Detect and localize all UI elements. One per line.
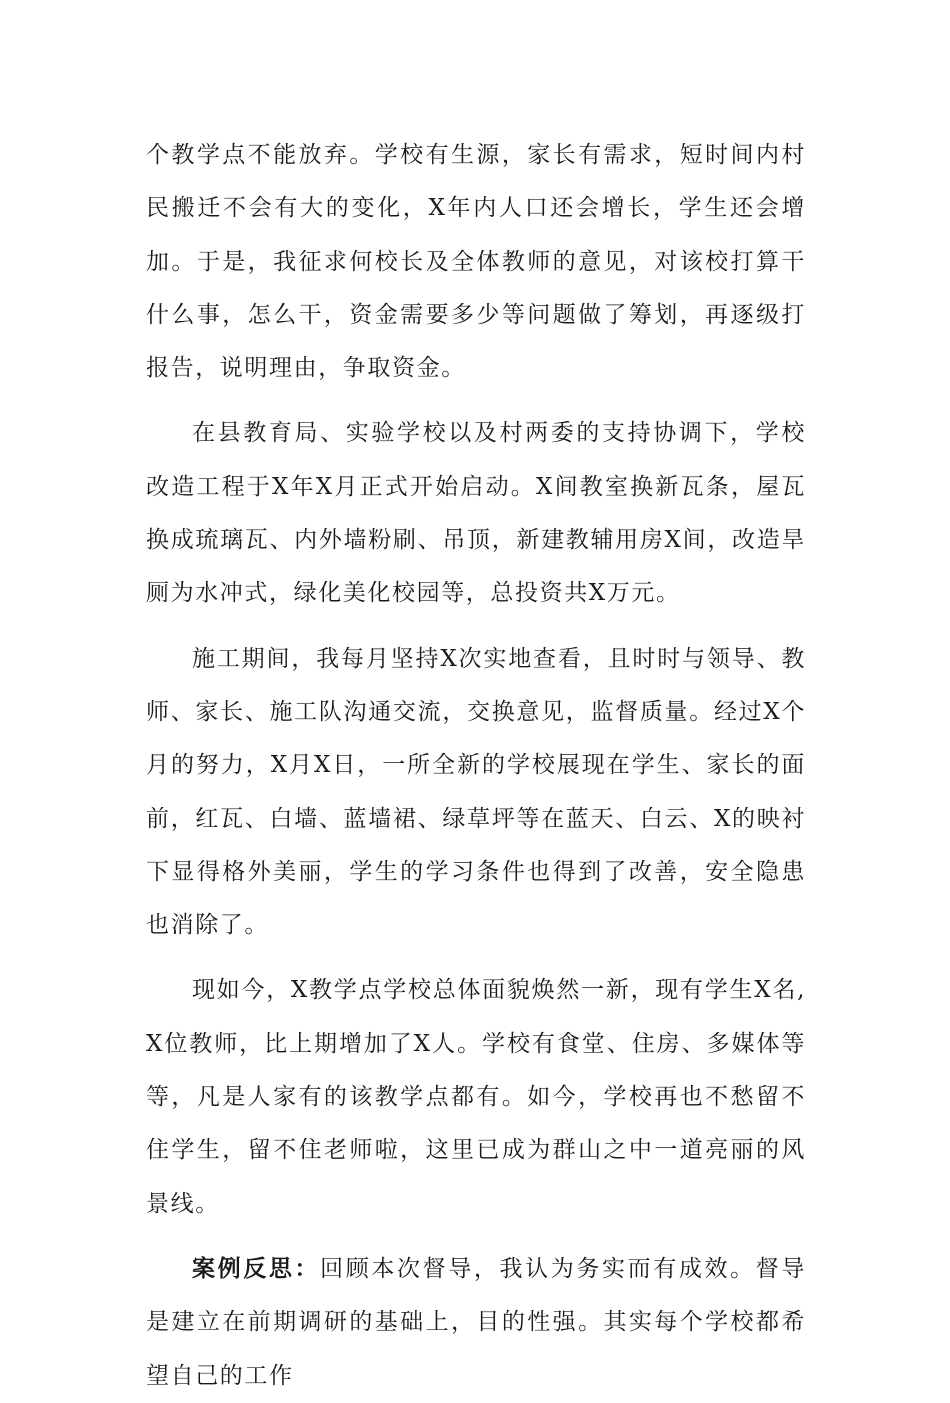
paragraph-3-text: 施工期间，我每月坚持X次实地查看，且时时与领导、教师、家长、施工队沟通交流，交换意见，监督质量。经过X个月的努力，X月X日，一所全新的学校展现在学生、家长的面前，红瓦、白墙、蓝墙裙、绿草坪等在蓝天、白云、X的映衬下显得格外美丽，学生的学习条件也得到了改善，安全隐患也消除了。 <box>146 645 806 939</box>
paragraph-2 <box>146 407 806 620</box>
paragraph-5 <box>146 1243 806 1403</box>
case-reflection-heading: 案例反思： <box>192 1255 321 1282</box>
paragraph-4 <box>146 964 806 1230</box>
paragraph-5-text: 回顾本次督导，我认为务实而有成效。督导是建立在前期调研的基础上，目的性强。其实每个学校都希望自己的工作 <box>146 1255 807 1389</box>
document-body <box>146 129 806 1403</box>
paragraph-1-text: 个教学点不能放弃。学校有生源，家长有需求，短时间内村民搬迁不会有大的变化，X年内人口还会增长，学生还会增加。于是，我征求何校长及全体教师的意见，对该校打算干什么事，怎么干，资金需要多少等问题做了筹划，再逐级打报告，说明理由，争取资金。 <box>146 142 806 382</box>
paragraph-4-text: 现如今，X教学点学校总体面貌焕然一新，现有学生X名,X位教师，比上期增加了X人。学校有食堂、住房、多媒体等等，凡是人家有的该教学点都有。如今，学校再也不愁留不住学生，留不住老师啦，这里已成为群山之中一道亮丽的风景线。 <box>146 977 806 1217</box>
paragraph-1 <box>146 129 806 395</box>
paragraph-3 <box>146 633 806 953</box>
paragraph-2-text: 在县教育局、实验学校以及村两委的支持协调下，学校改造工程于X年X月正式开始启动。X间教室换新瓦条，屋瓦换成琉璃瓦、内外墙粉刷、吊顶，新建教辅用房X间，改造旱厕为水冲式，绿化美化校园等，总投资共X万元。 <box>146 420 806 607</box>
